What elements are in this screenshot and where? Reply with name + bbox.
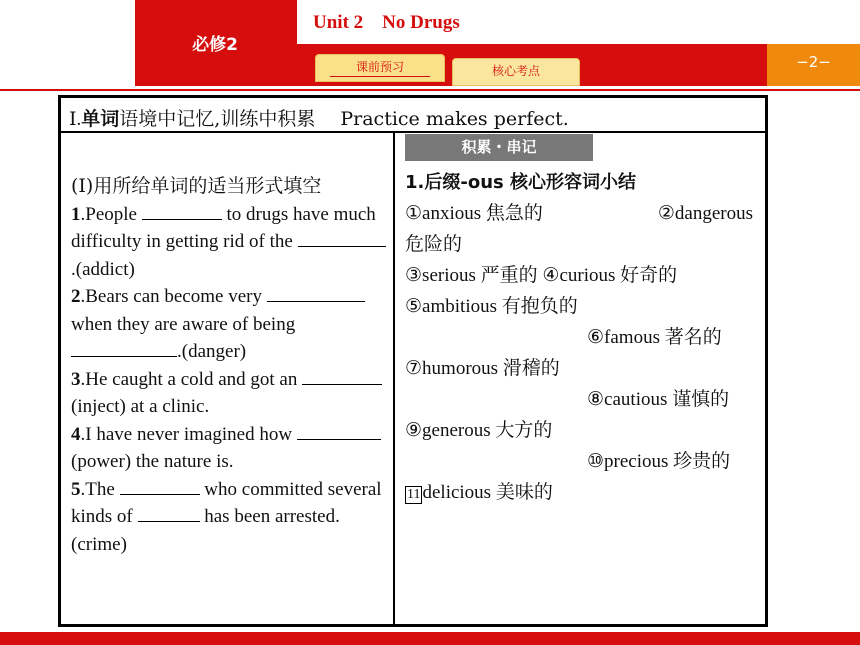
word-cn: 有抱负的 [501,295,578,317]
module-label: 必修2 [192,35,238,55]
module-badge [135,0,295,86]
word-en: humorous [422,358,499,379]
section-title [69,104,569,131]
word-en: curious [559,265,616,286]
item-text: .(danger) [177,341,247,362]
exercise-item-4 [71,421,387,476]
accumulate-column [405,167,761,508]
word-row [405,384,761,415]
word-cn: 危险的 [405,233,463,255]
word-cn: 滑稽的 [502,357,560,379]
item-text: .The [80,478,120,500]
answer-blank[interactable] [302,366,382,385]
tab-core-points-label: 核心考点 [491,64,540,78]
word-en: anxious [422,203,482,224]
accumulate-subtitle: 1.后缀-ous 核心形容词小结 [405,172,636,193]
exercise-intro: (Ⅰ)用所给单词的适当形式填空 [71,175,322,197]
exercise-item-3 [71,366,387,421]
word-mark: ⑥ [587,327,605,348]
exercise-column [71,173,387,558]
tab-active-underline [330,76,430,77]
word-row [405,291,761,322]
answer-blank[interactable] [120,476,200,495]
word-mark: ② [657,203,675,224]
word-en: famous [604,327,660,348]
item-text: when they are aware of being [71,313,296,335]
header-rule [0,89,860,91]
word-row [405,477,761,508]
item-text: to drugs have much difficulty in getting rid of the [71,203,376,252]
word-mark: ⑤ [405,296,423,317]
footer-bar [0,632,860,645]
word-en: dangerous [674,203,753,224]
word-row [405,353,761,384]
word-mark: ⑩ [587,451,605,472]
tab-preview[interactable] [315,54,445,82]
word-cn: 焦急的 [485,202,543,224]
word-en: ambitious [422,296,497,317]
item-number: 2 [71,286,81,307]
word-cn: 珍贵的 [673,450,731,472]
word-row [405,229,761,260]
word-en: generous [422,420,491,441]
word-cn: 严重的 [480,264,538,286]
word-row [405,446,761,477]
word-mark: 11 [407,487,421,502]
item-number: 1 [71,203,81,225]
tab-core-points[interactable] [452,58,580,86]
page-number: −2− [796,53,831,71]
accumulate-label: 积累・串记 [405,134,593,161]
exercise-item-2 [71,283,387,366]
item-text: .I have never imagined how [80,423,297,445]
answer-blank[interactable] [142,201,222,220]
unit-title: Unit 2 No Drugs [313,12,460,33]
word-cn: 谨慎的 [672,388,730,410]
word-row [405,198,761,229]
word-cn: 著名的 [664,326,722,348]
item-text: .(addict) [71,258,135,280]
item-text: who committed several kinds of [71,478,382,527]
item-text: .Bears can become very [80,286,267,307]
word-row [405,260,761,291]
item-text: .People [80,203,142,225]
item-number: 4 [71,423,81,445]
item-text: (power) the nature is. [71,451,234,472]
table-vertical-divider [393,131,395,624]
word-row [405,415,761,446]
item-number: 5 [71,478,81,500]
word-mark: ③ [405,265,423,286]
word-cn: 好奇的 [620,264,678,286]
answer-blank[interactable] [138,503,200,522]
item-text: (inject) at a clinic. [71,396,210,417]
answer-blank[interactable] [267,283,365,302]
answer-blank[interactable] [298,228,386,247]
word-en: precious [604,451,669,472]
word-mark: ⑦ [405,358,423,379]
item-number: 3 [71,368,81,390]
word-en: cautious [604,389,668,410]
tab-preview-label: 课前预习 [355,60,404,74]
word-mark: ④ [542,265,560,286]
word-mark: ⑨ [405,420,423,441]
word-cn: 美味的 [495,481,553,503]
section-number: Ⅰ. [69,109,82,130]
answer-blank[interactable] [297,421,381,440]
word-mark: ⑧ [587,389,605,410]
word-en: serious [422,265,476,286]
word-row [405,322,761,353]
section-title-rest: 语境中记忆,训练中积累 Practice makes perfect. [119,108,569,130]
table-horizontal-divider [61,131,765,133]
exercise-item-1 [71,201,387,284]
answer-blank[interactable] [71,338,177,357]
section-title-bold: 单词 [81,108,120,130]
word-cn: 大方的 [495,419,553,441]
item-text: .He caught a cold and got an [80,368,303,390]
word-mark: ① [405,203,423,224]
item-text: has been arrested.(crime) [71,506,340,555]
word-en: delicious [422,482,492,503]
content-table [58,95,768,627]
exercise-item-5 [71,476,387,559]
